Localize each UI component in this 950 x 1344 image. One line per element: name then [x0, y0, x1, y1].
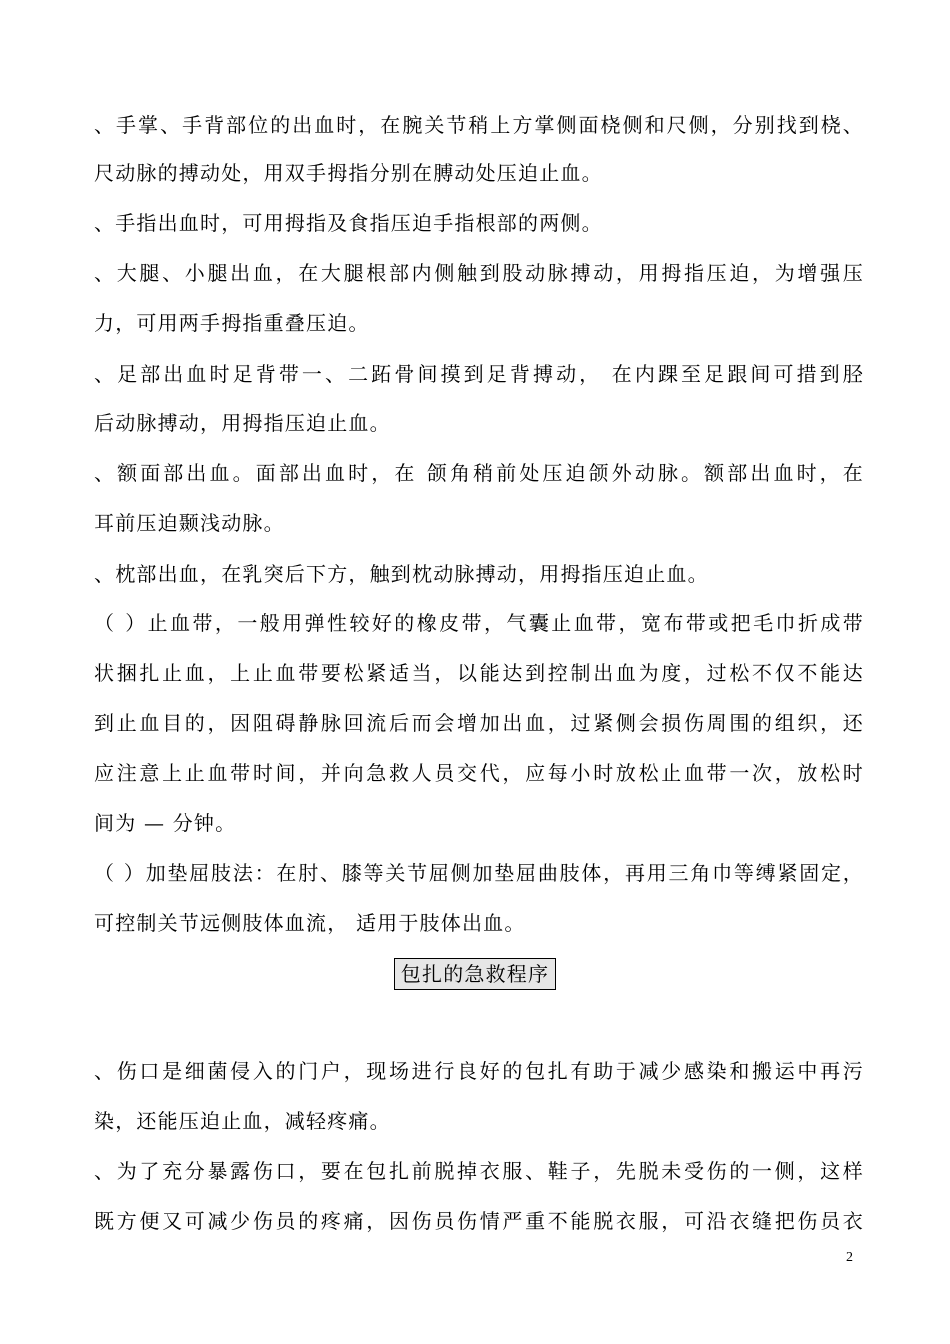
text-line: 既方便又可减少伤员的疼痛，因伤员伤情严重不能脱衣服，可沿衣缝把伤员衣	[94, 1209, 864, 1233]
text-line: 应注意上止血带时间，并向急救人员交代，应每小时放松止血带一次，放松时	[94, 761, 864, 785]
text-line: 后动脉搏动，用拇指压迫止血。	[94, 411, 391, 435]
text-line: 、足部出血时足背带一、二跖骨间摸到足背搏动， 在内踝至足跟间可措到胫	[94, 362, 864, 386]
text-line: 、枕部出血，在乳突后下方，触到枕动脉搏动，用拇指压迫止血。	[94, 562, 709, 586]
text-line: 间为 — 分钟。	[94, 811, 237, 835]
text-line: （ ）加垫屈肢法：在肘、膝等关节屈侧加垫屈曲肢体，再用三角巾等缚紧固定，	[94, 861, 864, 885]
text-line: 力，可用两手拇指重叠压迫。	[94, 311, 370, 335]
section-heading-wrapper	[0, 958, 950, 990]
text-line: 染，还能压迫止血，减轻疼痛。	[94, 1109, 391, 1133]
text-line: 、手掌、手背部位的出血时，在腕关节稍上方掌侧面桡侧和尺侧，分别找到桡、	[94, 113, 864, 137]
text-line: 耳前压迫颞浅动脉。	[94, 511, 285, 535]
text-line: 、额面部出血。面部出血时，在 颌角稍前处压迫颌外动脉。额部出血时，在	[94, 461, 864, 485]
text-line: 、为了充分暴露伤口，要在包扎前脱掉衣服、鞋子，先脱未受伤的一侧，这样	[94, 1159, 864, 1183]
text-line: （ ）止血带，一般用弹性较好的橡皮带，气囊止血带，宽布带或把毛巾折成带	[94, 611, 864, 635]
text-line: 可控制关节远侧肢体血流， 适用于肢体出血。	[94, 911, 526, 935]
section-heading: 包扎的急救程序	[394, 958, 556, 990]
text-line: 尺动脉的搏动处，用双手拇指分别在膊动处压迫止血。	[94, 161, 603, 185]
text-line: 、手指出血时，可用拇指及食指压迫手指根部的两侧。	[94, 211, 603, 235]
text-line: 到止血目的，因阻碍静脉回流后而会增加出血，过紧侧会损伤周围的组织，还	[94, 711, 864, 735]
text-line: 、伤口是细菌侵入的门户，现场进行良好的包扎有助于减少感染和搬运中再污	[94, 1059, 864, 1083]
text-line: 状捆扎止血，上止血带要松紧适当，以能达到控制出血为度，过松不仅不能达	[94, 661, 864, 685]
text-line: 、大腿、小腿出血，在大腿根部内侧触到股动脉搏动，用拇指压迫，为增强压	[94, 261, 864, 285]
page-number: 2	[846, 1250, 853, 1265]
